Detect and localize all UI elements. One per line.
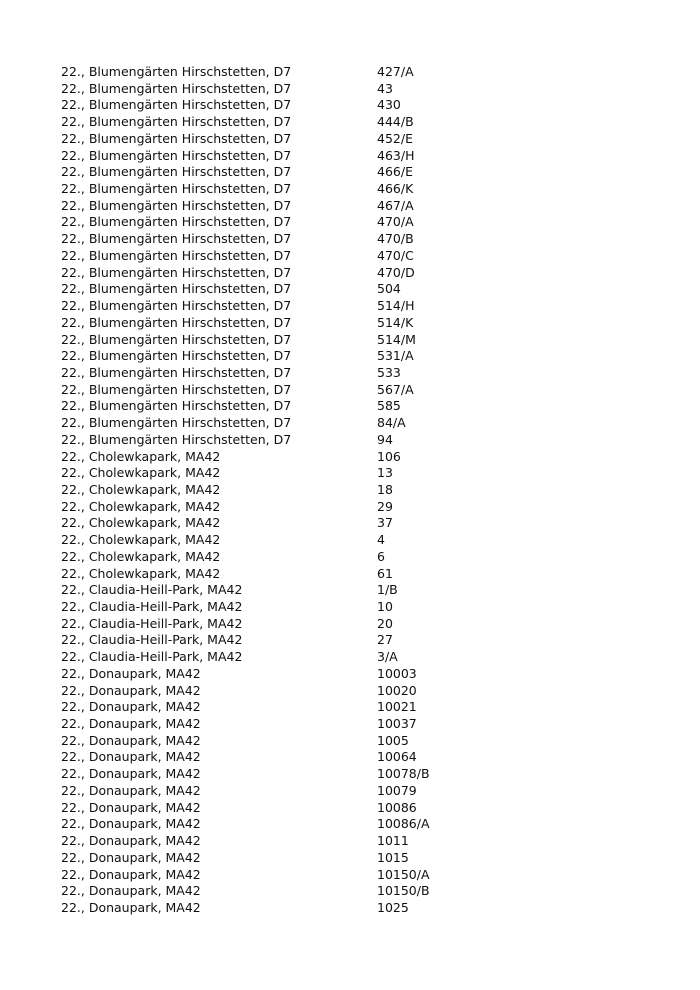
location-text: 22., Blumengärten Hirschstetten, D7 bbox=[61, 147, 292, 163]
location-text: 22., Blumengärten Hirschstetten, D7 bbox=[61, 97, 292, 113]
number-text: 470/A bbox=[377, 214, 414, 230]
location-text: 22., Donaupark, MA42 bbox=[61, 749, 201, 765]
number-text: 467/A bbox=[377, 197, 414, 213]
list-row bbox=[61, 415, 661, 432]
list-row bbox=[61, 465, 661, 482]
number-text: 43 bbox=[377, 80, 393, 96]
location-text: 22., Blumengärten Hirschstetten, D7 bbox=[61, 398, 292, 414]
list-row bbox=[61, 181, 661, 198]
list-row bbox=[61, 114, 661, 131]
list-row bbox=[61, 816, 661, 833]
location-text: 22., Donaupark, MA42 bbox=[61, 682, 201, 698]
location-text: 22., Cholewkapark, MA42 bbox=[61, 532, 221, 548]
list-row bbox=[61, 749, 661, 766]
number-text: 452/E bbox=[377, 130, 413, 146]
number-text: 470/C bbox=[377, 247, 414, 263]
location-text: 22., Claudia-Heill-Park, MA42 bbox=[61, 582, 243, 598]
number-text: 531/A bbox=[377, 348, 414, 364]
list-row bbox=[61, 214, 661, 231]
location-text: 22., Donaupark, MA42 bbox=[61, 799, 201, 815]
number-text: 29 bbox=[377, 498, 393, 514]
list-row bbox=[61, 365, 661, 382]
location-text: 22., Cholewkapark, MA42 bbox=[61, 498, 221, 514]
location-text: 22., Cholewkapark, MA42 bbox=[61, 448, 221, 464]
list-row bbox=[61, 699, 661, 716]
location-text: 22., Claudia-Heill-Park, MA42 bbox=[61, 599, 243, 614]
number-text: 470/B bbox=[377, 231, 414, 247]
location-text: 22., Donaupark, MA42 bbox=[61, 849, 201, 865]
location-text: 22., Blumengärten Hirschstetten, D7 bbox=[61, 181, 292, 197]
number-text: 533 bbox=[377, 364, 401, 380]
number-text: 444/B bbox=[377, 114, 414, 130]
list-row bbox=[61, 298, 661, 315]
number-text: 20 bbox=[377, 615, 393, 631]
location-text: 22., Blumengärten Hirschstetten, D7 bbox=[61, 314, 292, 330]
location-text: 22., Donaupark, MA42 bbox=[61, 766, 201, 782]
list-row bbox=[61, 783, 661, 800]
list-row bbox=[61, 64, 661, 81]
list-row bbox=[61, 883, 661, 900]
location-text: 22., Blumengärten Hirschstetten, D7 bbox=[61, 130, 292, 146]
location-text: 22., Cholewkapark, MA42 bbox=[61, 515, 221, 531]
list-row bbox=[61, 499, 661, 516]
location-text: 22., Cholewkapark, MA42 bbox=[61, 481, 221, 497]
number-text: 13 bbox=[377, 465, 393, 481]
location-text: 22., Donaupark, MA42 bbox=[61, 899, 201, 915]
location-text: 22., Donaupark, MA42 bbox=[61, 732, 201, 748]
list-row bbox=[61, 332, 661, 349]
number-text: 84/A bbox=[377, 415, 406, 431]
number-text: 430 bbox=[377, 97, 401, 113]
list-row bbox=[61, 131, 661, 148]
list-row bbox=[61, 666, 661, 683]
number-text: 10078/B bbox=[377, 766, 430, 782]
list-row bbox=[61, 867, 661, 884]
location-text: 22., Blumengärten Hirschstetten, D7 bbox=[61, 364, 292, 380]
number-text: 514/K bbox=[377, 314, 414, 330]
location-text: 22., Blumengärten Hirschstetten, D7 bbox=[61, 348, 292, 364]
location-text: 22., Blumengärten Hirschstetten, D7 bbox=[61, 114, 292, 130]
location-text: 22., Donaupark, MA42 bbox=[61, 699, 201, 715]
list-row bbox=[61, 582, 661, 599]
list-row bbox=[61, 515, 661, 532]
number-text: 3/A bbox=[377, 649, 398, 665]
number-text: 514/H bbox=[377, 298, 415, 314]
location-text: 22., Blumengärten Hirschstetten, D7 bbox=[61, 164, 292, 180]
list-row bbox=[61, 432, 661, 449]
location-text: 22., Blumengärten Hirschstetten, D7 bbox=[61, 247, 292, 263]
number-text: 6 bbox=[377, 548, 385, 564]
location-text: 22., Blumengärten Hirschstetten, D7 bbox=[61, 80, 292, 96]
location-text: 22., Donaupark, MA42 bbox=[61, 782, 201, 798]
number-text: 10086 bbox=[377, 799, 417, 815]
list-row bbox=[61, 900, 661, 917]
list-row bbox=[61, 231, 661, 248]
list-row bbox=[61, 265, 661, 282]
list-row bbox=[61, 382, 661, 399]
location-text: 22., Blumengärten Hirschstetten, D7 bbox=[61, 214, 292, 230]
location-text: 22., Claudia-Heill-Park, MA42 bbox=[61, 649, 243, 665]
location-text: 22., Blumengärten Hirschstetten, D7 bbox=[61, 381, 292, 397]
list-row bbox=[61, 616, 661, 633]
number-text: 10003 bbox=[377, 665, 417, 681]
location-text: 22., Donaupark, MA42 bbox=[61, 833, 201, 849]
number-text: 504 bbox=[377, 281, 401, 297]
list-row bbox=[61, 766, 661, 783]
location-text: 22., Claudia-Heill-Park, MA42 bbox=[61, 632, 243, 648]
number-text: 514/M bbox=[377, 331, 416, 347]
list-row bbox=[61, 398, 661, 415]
list-row bbox=[61, 632, 661, 649]
location-text: 22., Donaupark, MA42 bbox=[61, 816, 201, 832]
number-text: 1/B bbox=[377, 582, 398, 598]
number-text: 10021 bbox=[377, 699, 417, 715]
number-text: 1015 bbox=[377, 849, 409, 865]
list-row bbox=[61, 532, 661, 549]
number-text: 10150/A bbox=[377, 866, 430, 882]
list-row bbox=[61, 850, 661, 867]
number-text: 10 bbox=[377, 599, 393, 614]
number-text: 94 bbox=[377, 431, 393, 447]
location-text: 22., Blumengärten Hirschstetten, D7 bbox=[61, 281, 292, 297]
number-text: 61 bbox=[377, 565, 393, 581]
list-row bbox=[61, 315, 661, 332]
list-row bbox=[61, 833, 661, 850]
location-text: 22., Blumengärten Hirschstetten, D7 bbox=[61, 64, 292, 79]
list-row bbox=[61, 599, 661, 616]
list-row bbox=[61, 649, 661, 666]
number-text: 1005 bbox=[377, 732, 409, 748]
list-row bbox=[61, 716, 661, 733]
list-row bbox=[61, 97, 661, 114]
number-text: 1025 bbox=[377, 899, 409, 915]
list-row bbox=[61, 164, 661, 181]
list-row bbox=[61, 733, 661, 750]
number-text: 27 bbox=[377, 632, 393, 648]
number-text: 10086/A bbox=[377, 816, 430, 832]
location-text: 22., Blumengärten Hirschstetten, D7 bbox=[61, 264, 292, 280]
location-text: 22., Blumengärten Hirschstetten, D7 bbox=[61, 331, 292, 347]
number-text: 466/E bbox=[377, 164, 413, 180]
number-text: 470/D bbox=[377, 264, 415, 280]
number-text: 463/H bbox=[377, 147, 415, 163]
list-row bbox=[61, 566, 661, 583]
location-text: 22., Cholewkapark, MA42 bbox=[61, 548, 221, 564]
number-text: 10020 bbox=[377, 682, 417, 698]
number-text: 4 bbox=[377, 532, 385, 548]
list-row bbox=[61, 248, 661, 265]
location-text: 22., Blumengärten Hirschstetten, D7 bbox=[61, 298, 292, 314]
location-text: 22., Donaupark, MA42 bbox=[61, 883, 201, 899]
location-text: 22., Blumengärten Hirschstetten, D7 bbox=[61, 415, 292, 431]
location-text: 22., Blumengärten Hirschstetten, D7 bbox=[61, 197, 292, 213]
location-text: 22., Cholewkapark, MA42 bbox=[61, 565, 221, 581]
location-text: 22., Donaupark, MA42 bbox=[61, 866, 201, 882]
number-text: 585 bbox=[377, 398, 401, 414]
list-row bbox=[61, 683, 661, 700]
list-row bbox=[61, 348, 661, 365]
list-row bbox=[61, 148, 661, 165]
number-text: 466/K bbox=[377, 181, 414, 197]
location-text: 22., Donaupark, MA42 bbox=[61, 665, 201, 681]
location-text: 22., Blumengärten Hirschstetten, D7 bbox=[61, 231, 292, 247]
list-row bbox=[61, 81, 661, 98]
number-text: 10037 bbox=[377, 716, 417, 732]
list-row bbox=[61, 549, 661, 566]
number-text: 10079 bbox=[377, 782, 417, 798]
number-text: 427/A bbox=[377, 64, 414, 79]
number-text: 106 bbox=[377, 448, 401, 464]
location-text: 22., Claudia-Heill-Park, MA42 bbox=[61, 615, 243, 631]
tree-list bbox=[61, 64, 661, 917]
list-row bbox=[61, 482, 661, 499]
location-text: 22., Donaupark, MA42 bbox=[61, 716, 201, 732]
number-text: 567/A bbox=[377, 381, 414, 397]
list-row bbox=[61, 800, 661, 817]
number-text: 10064 bbox=[377, 749, 417, 765]
number-text: 10150/B bbox=[377, 883, 430, 899]
list-row bbox=[61, 198, 661, 215]
location-text: 22., Cholewkapark, MA42 bbox=[61, 465, 221, 481]
number-text: 1011 bbox=[377, 833, 409, 849]
number-text: 37 bbox=[377, 515, 393, 531]
list-row bbox=[61, 449, 661, 466]
number-text: 18 bbox=[377, 481, 393, 497]
location-text: 22., Blumengärten Hirschstetten, D7 bbox=[61, 431, 292, 447]
list-row bbox=[61, 281, 661, 298]
